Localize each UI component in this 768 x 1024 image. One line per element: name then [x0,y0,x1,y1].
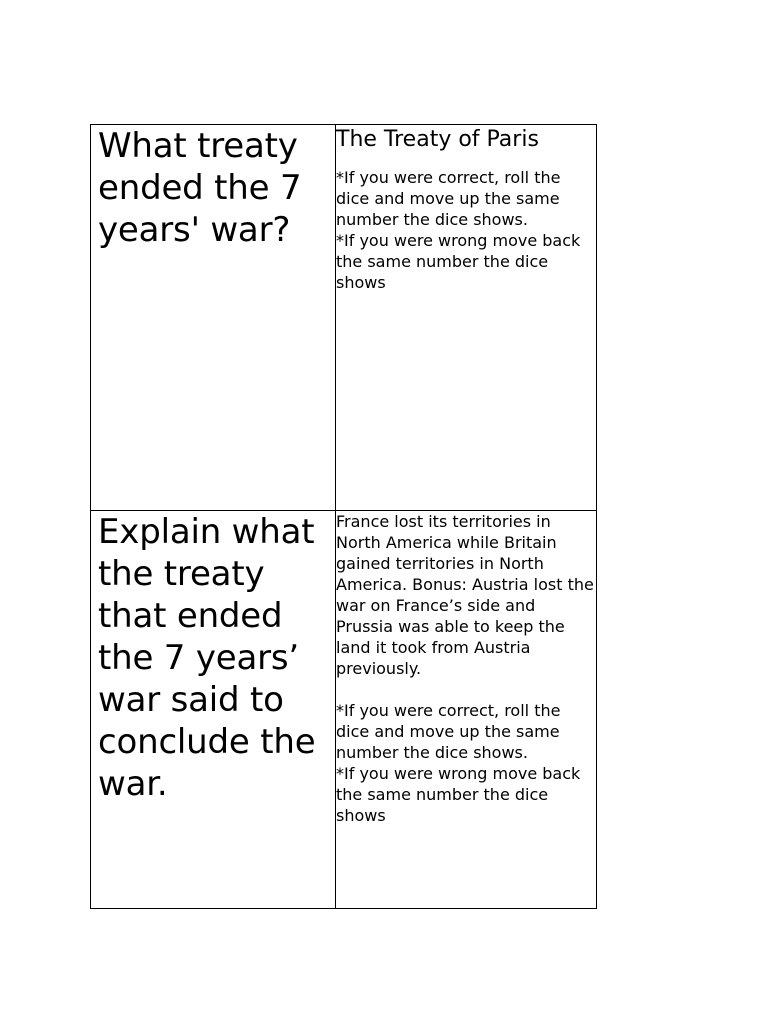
question-text: Explain what the treaty that ended the 7 years’ war said to conclude the war. [98,512,316,804]
card-row [91,125,597,511]
card-row [91,511,597,909]
question-card-table [90,124,597,909]
instruction-correct: *If you were correct, roll the dice and move up the same number the dice shows. [336,701,561,762]
answer-text: France lost its territories in North America while Britain gained territories in North America. Bonus: Austria lost the war on France’s side and Prussia was able to keep the land it took from Austria previously. [336,512,594,678]
question-text: What treaty ended the 7 years' war? [98,126,302,250]
instruction-wrong: *If you were wrong move back the same number the dice shows [336,231,581,292]
answer-cell [336,125,597,511]
answer-title: The Treaty of Paris [336,127,539,152]
question-cell [91,511,336,909]
answer-cell [336,511,597,909]
instruction-correct: *If you were correct, roll the dice and move up the same number the dice shows. [336,168,561,229]
instruction-wrong: *If you were wrong move back the same number the dice shows [336,764,581,825]
question-cell [91,125,336,511]
